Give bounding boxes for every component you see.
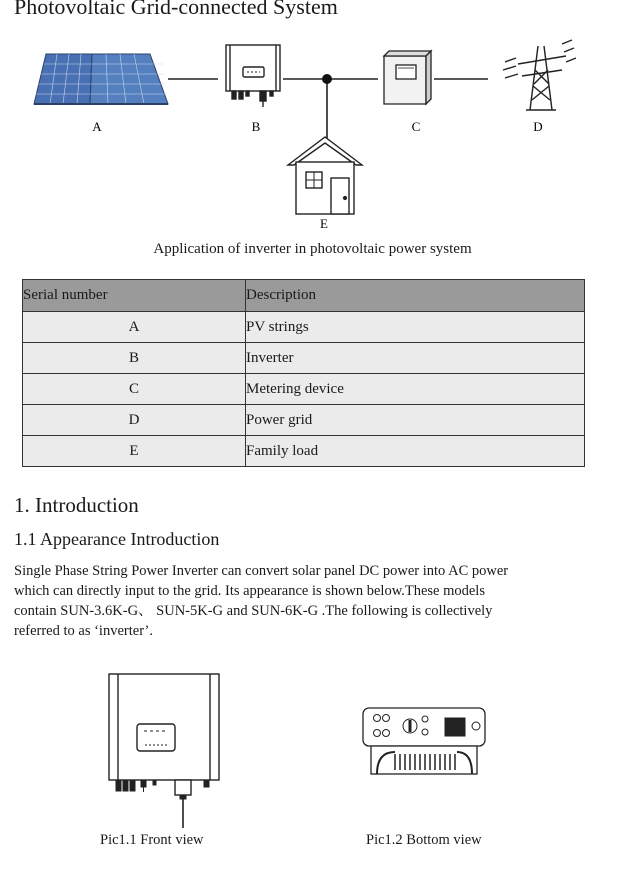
paragraph-line: which can directly input to the grid. Its appearance is shown below.These models <box>14 583 485 599</box>
pv-panel-icon <box>34 54 168 104</box>
table-cell-description: PV strings <box>246 312 585 343</box>
label-b: B <box>251 119 261 134</box>
paragraph-line: referred to as ‘inverter’. <box>14 623 154 639</box>
table-row <box>23 343 585 374</box>
house-icon <box>288 137 362 214</box>
table-header-row <box>23 280 585 312</box>
pv-system-diagram <box>0 30 625 240</box>
intro-paragraph <box>14 561 614 641</box>
paragraph-line: Single Phase String Power Inverter can convert solar panel DC power into AC power <box>14 563 509 579</box>
inverter-icon <box>226 45 280 107</box>
page-heading: Photovoltaic Grid-connected System <box>14 0 338 19</box>
power-tower-icon <box>503 40 576 110</box>
table-cell-serial: C <box>23 374 246 405</box>
table-cell-serial: A <box>23 312 246 343</box>
label-a: A <box>92 119 102 134</box>
paragraph-line: contain SUN-3.6K-G、 SUN-5K-G and SUN-6K-G .The following is collectively <box>14 603 493 619</box>
table-row <box>23 312 585 343</box>
inverter-front-view-image <box>100 668 230 833</box>
table-cell-description: Power grid <box>246 405 585 436</box>
table-cell-description: Metering device <box>246 374 585 405</box>
table-cell-description: Family load <box>246 436 585 467</box>
label-c: C <box>411 119 421 134</box>
table-header-description: Description <box>246 280 585 312</box>
table-header-serial: Serial number <box>23 280 246 312</box>
diagram-caption: Application of inverter in photovoltaic power system <box>153 241 472 257</box>
table-cell-serial: B <box>23 343 246 374</box>
section-heading-appearance: 1.1 Appearance Introduction <box>14 529 220 549</box>
table-cell-serial: D <box>23 405 246 436</box>
table-cell-serial: E <box>23 436 246 467</box>
connection-lines <box>168 79 488 140</box>
component-table <box>22 279 585 467</box>
label-d: D <box>533 119 543 134</box>
label-e: E <box>320 216 328 231</box>
table-row <box>23 436 585 467</box>
table-row <box>23 374 585 405</box>
table-row <box>23 405 585 436</box>
inverter-bottom-view-image <box>355 700 495 785</box>
junction-node <box>322 74 332 84</box>
section-heading-introduction: 1. Introduction <box>14 493 139 517</box>
meter-icon <box>384 51 431 104</box>
table-cell-description: Inverter <box>246 343 585 374</box>
front-view-caption: Pic1.1 Front view <box>100 832 204 848</box>
bottom-view-caption: Pic1.2 Bottom view <box>366 832 482 848</box>
